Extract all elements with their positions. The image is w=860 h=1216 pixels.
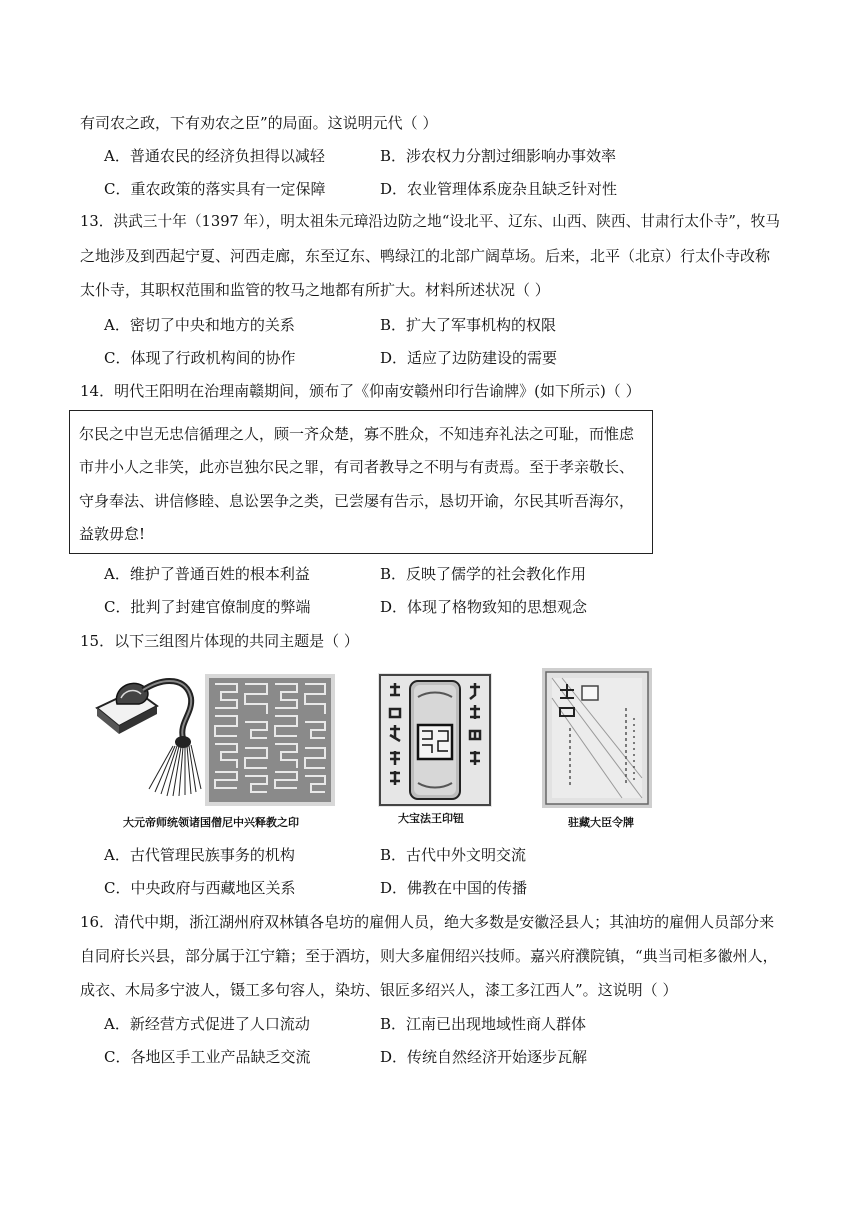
image-1-caption: 大元帝师统领诸国僧尼中兴释教之印	[123, 816, 299, 829]
seal-and-imprint-photo	[95, 668, 340, 808]
q15-option-b: B．古代中外文明交流	[380, 846, 527, 864]
seal-knob-photo	[378, 673, 492, 807]
token-tablet-photo	[542, 668, 652, 808]
q16-option-d: D．传统自然经济开始逐步瓦解	[380, 1048, 588, 1066]
q14-quote-line-1: 尔民之中岂无忠信循理之人，顾一齐众楚，寡不胜众，不知违弃礼法之可耻，而惟虑	[79, 425, 635, 443]
q12-option-a: A．普通农民的经济负担得以减轻	[104, 147, 325, 165]
q12-option-b: B．涉农权力分割过细影响办事效率	[380, 147, 617, 165]
q14-quote-line-4: 益敦毋怠!	[79, 525, 146, 543]
q16-stem-line-1: 16．清代中期，浙江湖州府双林镇各皂坊的雇佣人员，绝大多数是安徽泾县人；其油坊的雇佣人员部分来	[80, 913, 775, 931]
q14-option-b: B．反映了儒学的社会教化作用	[380, 565, 587, 583]
q12-option-c: C．重农政策的落实具有一定保障	[104, 180, 326, 198]
q15-option-a: A．古代管理民族事务的机构	[104, 846, 295, 864]
q13-stem-line-3: 太仆寺，其职权范围和监管的牧马之地都有所扩大。材料所述状况（ ）	[80, 281, 550, 299]
q14-quote-line-3: 守身奉法、讲信修睦、息讼罢争之类，已尝屡有告示，恳切开谕，尔民其听吾海尔，	[79, 492, 635, 510]
q16-option-b: B．江南已出现地域性商人群体	[380, 1015, 587, 1033]
image-3-caption: 驻藏大臣令牌	[568, 816, 634, 829]
q13-stem-line-1: 13．洪武三十年（1397 年），明太祖朱元璋沿边防之地“设北平、辽东、山西、陕西、甘肃行太仆寺”，牧马	[80, 213, 780, 230]
q13-option-a: A．密切了中央和地方的关系	[104, 316, 295, 334]
q16-stem-line-2: 自同府长兴县，部分属于江宁籍；至于酒坊，则大多雇佣绍兴技师。嘉兴府濮院镇，“典当司柜多徽州人，	[80, 947, 778, 965]
q12-stem-tail: 有司农之政，下有劝农之臣”的局面。这说明元代（ ）	[80, 114, 438, 132]
q13-option-d: D．适应了边防建设的需要	[380, 349, 558, 367]
q14-option-d: D．体现了格物致知的思想观念	[380, 598, 588, 616]
q15-option-d: D．佛教在中国的传播	[380, 879, 528, 897]
q14-option-a: A．维护了普通百姓的根本利益	[104, 565, 310, 583]
q13-stem-line-2: 之地涉及到西起宁夏、河西走廊，东至辽东、鸭绿江的北部广阔草场。后来，北平（北京）行太仆寺改称	[80, 247, 771, 265]
q16-stem-line-3: 成衣、木局多宁波人，镊工多句容人，染坊、银匠多绍兴人，漆工多江西人”。这说明（ ）	[80, 981, 678, 999]
q16-option-a: A．新经营方式促进了人口流动	[104, 1015, 310, 1033]
q14-option-c: C．批判了封建官僚制度的弊端	[104, 598, 311, 616]
q16-option-c: C．各地区手工业产品缺乏交流	[104, 1048, 311, 1066]
q14-quote-line-2: 市井小人之非笑，此亦岂独尔民之罪，有司者教导之不明与有责焉。至于孝亲敬长、	[79, 458, 635, 476]
q15-stem: 15．以下三组图片体现的共同主题是（ ）	[80, 632, 359, 650]
q13-option-c: C．体现了行政机构间的协作	[104, 349, 296, 367]
q13-option-b: B．扩大了军事机构的权限	[380, 316, 557, 334]
image-2-caption: 大宝法王印钮	[398, 812, 464, 825]
q14-stem: 14．明代王阳明在治理南赣期间，颁布了《仰南安赣州印行告谕牌》(如下所示)（ ）	[80, 382, 641, 400]
q12-option-d: D．农业管理体系庞杂且缺乏针对性	[380, 180, 618, 198]
q15-option-c: C．中央政府与西藏地区关系	[104, 879, 296, 897]
q14-quote-box	[69, 410, 653, 554]
